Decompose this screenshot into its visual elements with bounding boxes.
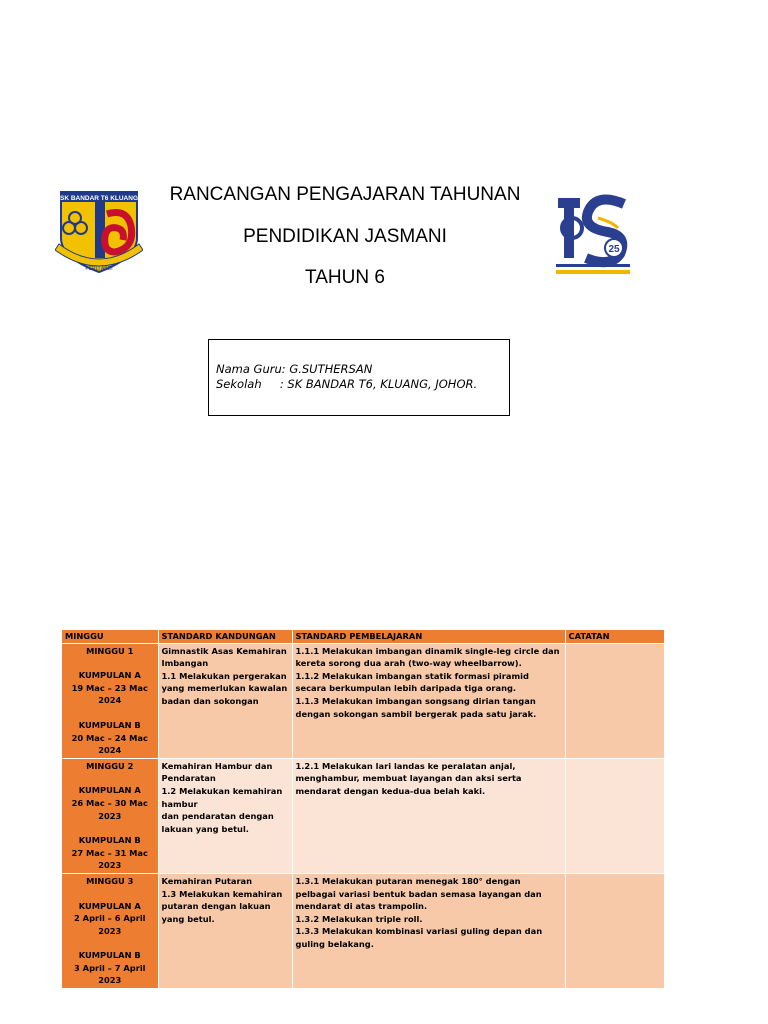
group-a-label: KUMPULAN A: [78, 670, 141, 681]
table-row: [62, 873, 664, 988]
school-label: Sekolah: [216, 377, 262, 391]
logo-number-text: 25: [608, 244, 620, 255]
teacher-name-value: G.SUTHERSAN: [289, 362, 373, 376]
content-standard-cell: [158, 873, 292, 988]
group-b-label: KUMPULAN B: [78, 719, 141, 730]
lesson-plan-table: [62, 630, 665, 988]
year-title: TAHUN 6: [305, 267, 385, 288]
transformation-school-logo: [552, 188, 634, 276]
group-a-dates: 2 April – 6 April 2023: [73, 913, 146, 936]
group-b-label: KUMPULAN B: [78, 835, 141, 846]
week-label: MINGGU 3: [86, 875, 134, 886]
learning-standard: 1.3.1 Melakukan putaran menegak 180° dengan pelbagai variasi bentuk badan semasa layangan dan mendarat di atas trampolin.: [295, 875, 542, 912]
table-row: [62, 758, 664, 873]
content-standard: 1.1 Melakukan pergerakan yang memerlukan kawalan badan dan sokongan: [161, 670, 288, 706]
content-topic: Gimnastik Asas Kemahiran Imbangan: [161, 645, 287, 669]
table-header-row: [62, 630, 664, 643]
learning-standard: 1.1.1 Melakukan imbangan dinamik single-leg circle dan kereta sorong dua arah (two-way wheelbarrow).: [295, 645, 560, 669]
teacher-name-row: [216, 362, 509, 377]
teacher-info-box: [208, 339, 510, 416]
table-row: [62, 643, 664, 758]
school-separator: :: [279, 377, 284, 391]
notes-cell: [565, 758, 664, 873]
notes-cell: [565, 873, 664, 988]
subject-title: PENDIDIKAN JASMANI: [243, 226, 447, 247]
group-a-dates: 19 Mac – 23 Mac 2024: [71, 682, 148, 706]
document-title: RANCANGAN PENGAJARAN TAHUNAN: [169, 184, 521, 205]
header-standard-kandungan: STANDARD KANDUNGAN: [158, 630, 292, 643]
header-minggu: MINGGU: [62, 630, 158, 643]
group-b-dates: 20 Mac – 24 Mac 2024: [71, 732, 148, 756]
group-b-dates: 3 April – 7 April 2023: [73, 962, 146, 986]
content-standard-cell: [158, 758, 292, 873]
crest-motto-text: PERLI ABDI: [85, 266, 113, 272]
school-crest-logo: [55, 186, 143, 276]
crest-name-text: SK BANDAR T6 KLUANG: [60, 195, 138, 202]
learning-standard-cell: [292, 873, 565, 988]
group-a-label: KUMPULAN A: [78, 900, 141, 911]
week-cell: [62, 873, 158, 988]
week-cell: [62, 643, 158, 758]
learning-standard-cell: [292, 758, 565, 873]
content-topic: Kemahiran Putaran: [161, 875, 253, 886]
teacher-name-label: Nama Guru:: [216, 362, 286, 376]
notes-cell: [565, 643, 664, 758]
week-cell: [62, 758, 158, 873]
header-standard-pembelajaran: STANDARD PEMBELAJARAN: [292, 630, 565, 643]
learning-standard: 1.3.3 Melakukan kombinasi variasi guling depan dan guling belakang.: [295, 926, 543, 949]
content-standard-cell: [158, 643, 292, 758]
learning-standard-cell: [292, 643, 565, 758]
header-catatan: CATATAN: [565, 630, 664, 643]
content-standard: 1.3 Melakukan kemahiran putaran dengan lakuan yang betul.: [161, 888, 283, 924]
learning-standard: 1.2.1 Melakukan lari landas ke peralatan anjal, menghambur, membuat layangan dan aksi serta mendarat dengan kedua-dua belah kaki.: [295, 760, 522, 796]
group-a-label: KUMPULAN A: [78, 785, 141, 796]
content-standard: dan pendaratan dengan lakuan yang betul.: [161, 811, 274, 834]
week-label: MINGGU 1: [86, 645, 134, 656]
learning-standard: 1.1.3 Melakukan imbangan songsang dirian tangan dengan sokongan sambil bergerak pada satu jarak.: [295, 695, 537, 719]
content-standard: 1.2 Melakukan kemahiran hambur: [161, 785, 283, 809]
group-b-dates: 27 Mac – 31 Mac 2023: [71, 847, 148, 871]
group-b-label: KUMPULAN B: [78, 950, 141, 961]
school-row: [216, 377, 509, 392]
school-value: SK BANDAR T6, KLUANG, JOHOR.: [287, 377, 478, 391]
learning-standard: 1.3.2 Melakukan triple roll.: [295, 913, 423, 924]
week-label: MINGGU 2: [86, 760, 134, 771]
content-topic: Kemahiran Hambur dan Pendaratan: [161, 760, 273, 784]
learning-standard: 1.1.2 Melakukan imbangan statik formasi piramid secara berkumpulan lebih daripada tiga orang.: [295, 670, 529, 694]
group-a-dates: 26 Mac – 30 Mac 2023: [71, 797, 148, 821]
